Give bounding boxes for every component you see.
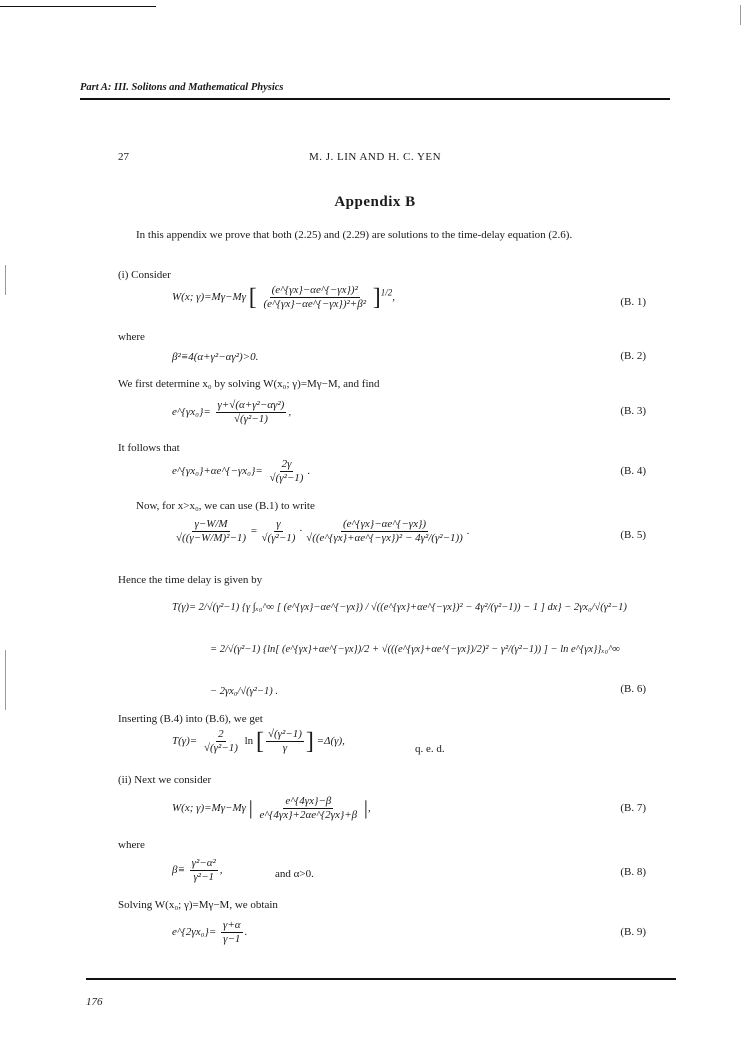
equation-result: T(γ)= $\frac{2}{\text{√(γ²−1)}}$ ln [ $\frac{\text{√(γ²−1)}}{\gamma}$ ] =Δ(γ), bbox=[172, 728, 345, 755]
solving-text: Solving W(x₀; γ)=Mγ−M, we obtain bbox=[118, 899, 278, 911]
b5-f3-den: √((e^{γx}+αe^{−γx})² − 4γ²/(γ²−1)) bbox=[306, 532, 463, 544]
header-rule bbox=[80, 98, 670, 100]
folio: 176 bbox=[86, 996, 103, 1008]
res-inner-num: √(γ²−1) bbox=[267, 728, 302, 740]
eq-label-b4: (B. 4) bbox=[620, 465, 646, 477]
b8-lhs: β≡ bbox=[172, 864, 185, 877]
page-number: 27 bbox=[118, 151, 129, 163]
b1-num: (e^{γx}−αe^{−γx})² bbox=[271, 284, 358, 296]
equation-b2: β²≡4(α+γ²−αγ²)>0. bbox=[172, 351, 259, 363]
b4-lhs: e^{γx₀}+αe^{−γx₀}= bbox=[172, 465, 263, 478]
b8-num: γ²−α² bbox=[191, 857, 216, 869]
b5-f2-num: γ bbox=[276, 518, 281, 530]
inserting-text: Inserting (B.4) into (B.6), we get bbox=[118, 713, 263, 725]
res-den: √(γ²−1) bbox=[203, 742, 238, 754]
follows-text: It follows that bbox=[118, 442, 180, 454]
equation-b7: W(x; γ)=Mγ−Mγ | $\frac{e\^{}\{4\gamma x\}-\beta}{e\^{}\{4\gamma x\}+2\alpha e\^{}\{2\gamma x\}+\beta}$ |, bbox=[172, 795, 371, 821]
scan-mark bbox=[5, 650, 6, 710]
equation-b4: e^{γx₀}+αe^{−γx₀}= $\frac{2\gamma}{\text{√(γ²−1)}}$ . bbox=[172, 458, 311, 484]
qed: q. e. d. bbox=[415, 743, 445, 755]
b4-den: √(γ²−1) bbox=[269, 472, 304, 484]
next-ii: (ii) Next we consider bbox=[118, 774, 212, 786]
b3-den: √(γ²−1) bbox=[233, 413, 268, 425]
footer-rule bbox=[86, 978, 676, 980]
res-inner-den: γ bbox=[282, 742, 288, 754]
authors: M. J. LIN AND H. C. YEN bbox=[308, 151, 442, 163]
equation-b6-line1: T(γ)= 2/√(γ²−1) {γ ∫ₓ₀^∞ [ (e^{γx}−αe^{−γx}) / √((e^{γx}+αe^{−γx})² − 4γ²/(γ²−1)) − 1 ] dx} − 2γx₀/√(γ²−1) bbox=[172, 602, 627, 613]
top-rule bbox=[0, 6, 156, 7]
now-for-text: Now, for x>x₀, we can use (B.1) to write bbox=[136, 500, 315, 512]
section-title: Appendix B bbox=[334, 194, 416, 210]
eq-label-b9: (B. 9) bbox=[620, 926, 646, 938]
b5-f2-den: √(γ²−1) bbox=[261, 532, 296, 544]
determine-text: We first determine x₀ by solving W(x₀; γ)=Mγ−M, and find bbox=[118, 378, 380, 390]
equation-b6-line3: − 2γx₀/√(γ²−1) . bbox=[210, 686, 278, 697]
eq-label-b6: (B. 6) bbox=[620, 683, 646, 695]
consider-i: (i) Consider bbox=[118, 269, 171, 281]
b9-num: γ+α bbox=[223, 919, 241, 931]
equation-b3: e^{γx₀}= $\frac{\text{γ+√(α+γ²−αγ²)}}{\text{√(γ²−1)}}$ , bbox=[172, 399, 292, 425]
b1-lhs: W(x; γ)=Mγ−Mγ bbox=[172, 291, 246, 304]
b7-num: e^{4γx}−β bbox=[285, 795, 332, 807]
res-ln: ln bbox=[244, 735, 254, 748]
eq-label-b7: (B. 7) bbox=[620, 802, 646, 814]
b9-lhs: e^{2γx₀}= bbox=[172, 926, 217, 939]
running-title: Part A: III. Solitons and Mathematical Physics bbox=[80, 82, 284, 93]
equation-b6-line2: = 2/√(γ²−1) {ln[ (e^{γx}+αe^{−γx})/2 + √(((e^{γx}+αe^{−γx})/2)² − γ²/(γ²−1)) ] − ln e^{γx}}ₓ₀^∞ bbox=[210, 644, 621, 655]
intro-paragraph: In this appendix we prove that both (2.25) and (2.29) are solutions to the time-delay equation (2.6). bbox=[136, 229, 573, 241]
b1-exp: 1/2 bbox=[380, 287, 393, 298]
b7-lhs: W(x; γ)=Mγ−Mγ bbox=[172, 802, 246, 815]
b9-den: γ−1 bbox=[223, 933, 241, 945]
hence-text: Hence the time delay is given by bbox=[118, 574, 263, 586]
b7-den: e^{4γx}+2αe^{2γx}+β bbox=[259, 809, 358, 821]
equation-b9: e^{2γx₀}= $\frac{\gamma+\alpha}{\gamma-1}$ . bbox=[172, 919, 248, 945]
res-lhs: T(γ)= bbox=[172, 735, 198, 748]
b5-f3-num: (e^{γx}−αe^{−γx}) bbox=[343, 518, 427, 530]
res-num: 2 bbox=[218, 728, 224, 740]
b3-lhs: e^{γx₀}= bbox=[172, 406, 211, 419]
eq-label-b2: (B. 2) bbox=[620, 350, 646, 362]
equation-b1: W(x; γ)=Mγ−Mγ [ $\frac{\text{(e\textasciicircum{}\{γx\}−αe\textasciicircum{}\{−γx\})²}}{\text{(e\textasciicircum{}\{γx\}−αe\textasciicircum{}\{−γx\})²+β²}}$ ]$^{1/2}$, bbox=[172, 284, 396, 311]
where-1: where bbox=[118, 331, 145, 343]
scan-mark bbox=[740, 5, 741, 25]
b8-den: γ²−1 bbox=[193, 871, 214, 883]
b5-f1-den: √((γ−W/M)²−1) bbox=[176, 532, 247, 544]
b3-num: γ+√(α+γ²−αγ²) bbox=[217, 399, 285, 411]
equation-b5: $\frac{\gamma-W/M}{\text{√((γ−W/M)²−1)}}$ = $\frac{\gamma}{\text{√(γ²−1)}}$ · $\frac{(e\^{}\{\gamma x\}-\alpha e\^{}\{-\gamma x\})}{\text{√((e\textasciicircum{}\{γx\}+αe\textasciicircum{}\{−γx\})² − 4γ²/(γ²−1))}}$ . bbox=[176, 518, 470, 544]
eq-label-b3: (B. 3) bbox=[620, 405, 646, 417]
and-alpha: and α>0. bbox=[275, 868, 314, 880]
b4-num: 2γ bbox=[281, 458, 292, 470]
equation-b8: β≡ $\frac{\text{γ²−α²}}{\text{γ²−1}}$ , bbox=[172, 857, 223, 883]
where-2: where bbox=[118, 839, 145, 851]
b1-den: (e^{γx}−αe^{−γx})²+β² bbox=[263, 298, 366, 310]
eq-label-b8: (B. 8) bbox=[620, 866, 646, 878]
res-rhs: =Δ(γ), bbox=[316, 735, 345, 748]
b5-f1-num: γ−W/M bbox=[194, 518, 228, 530]
eq-label-b1: (B. 1) bbox=[620, 296, 646, 308]
scan-mark bbox=[5, 265, 6, 295]
eq-label-b5: (B. 5) bbox=[620, 529, 646, 541]
